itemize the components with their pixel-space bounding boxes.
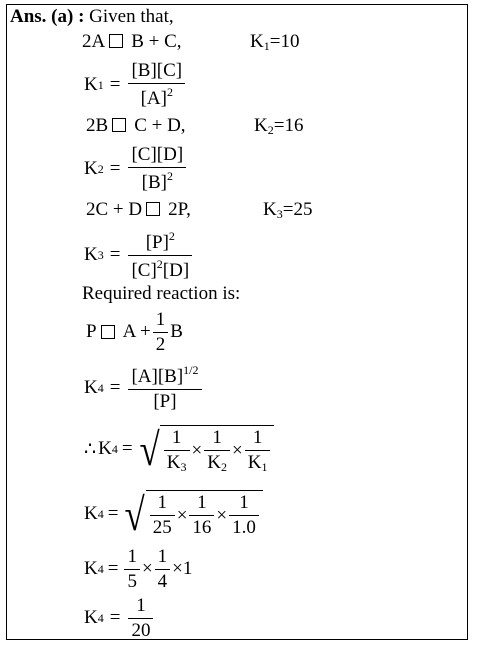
k4-numerator: $[A][B]^{1/2}$ [131, 363, 199, 388]
half-denominator: 2 [155, 333, 166, 355]
reaction-2 [86, 116, 186, 135]
header-line [10, 7, 174, 26]
reaction-3-lhs: 2C + D [86, 199, 143, 220]
inv-k2-fraction: $\frac{1}{K_2}$ [204, 428, 230, 474]
one-fourth-fraction: $\frac{1}{4}$ [155, 547, 171, 592]
equilibrium-arrow-icon [109, 34, 123, 48]
k4-numeric-lhs-sub: 4 [97, 506, 104, 521]
equilibrium-arrow-icon [112, 118, 126, 132]
k2-numerator: [C][D] [131, 144, 184, 166]
k1-lhs: K [84, 74, 98, 95]
k1-expression [84, 58, 187, 112]
k4-denominator: [P] [153, 391, 177, 412]
k4-simplified-lhs: K [84, 558, 98, 579]
one-over-25-fraction: $\frac{1}{25}$ [150, 493, 175, 538]
required-lhs: P [86, 321, 97, 342]
k2-lhs: K [84, 158, 98, 179]
equals-sign: = [109, 158, 121, 179]
final-numerator: 1 [136, 594, 146, 616]
k4-sqrt-lhs-sub: 4 [111, 441, 118, 456]
k3-fraction [128, 230, 192, 281]
reaction-3-k [263, 200, 312, 220]
one-over-16-fraction: $\frac{1}{16}$ [189, 493, 214, 538]
k1-lhs-sub: 1 [97, 77, 104, 92]
k3-denominator: $[C]^2[D]$ [131, 256, 190, 281]
one-fifth-fraction: $\frac{1}{5}$ [124, 547, 140, 592]
final-denominator: 20 [131, 619, 151, 641]
k2-lhs-sub: 2 [97, 161, 104, 176]
reaction-2-rhs: C + D, [134, 115, 186, 136]
k3-lhs: K [84, 244, 98, 265]
one-twentieth-fraction [128, 596, 153, 641]
k4-numeric-expression [84, 486, 263, 542]
k4-simplified-expression [84, 544, 192, 594]
k4-final-lhs-sub: 4 [97, 610, 104, 625]
k1-value: =10 [269, 31, 300, 52]
reaction-3 [86, 200, 191, 219]
times-sign: × [231, 439, 243, 461]
answer-box [6, 4, 468, 640]
equals-sign: = [109, 244, 121, 265]
half-fraction [153, 310, 169, 355]
k4-fraction [128, 364, 201, 412]
k3-lhs-sub: 3 [97, 247, 104, 262]
answer-label: Ans. (a) : [10, 6, 85, 27]
reaction-1 [82, 32, 182, 51]
equals-sign: = [121, 438, 133, 459]
k4-lhs: K [84, 377, 98, 398]
equals-sign: = [109, 74, 121, 95]
k1-denominator: $[A]^2$ [140, 85, 173, 109]
equilibrium-arrow-icon [101, 325, 115, 339]
k4-numeric-lhs: K [84, 503, 98, 524]
reaction-1-lhs: 2A [82, 31, 106, 52]
radical-sign-icon: √ [139, 424, 160, 476]
inv-k1-fraction: $\frac{1}{K_1}$ [245, 428, 271, 474]
k4-simplified-lhs-sub: 4 [97, 561, 104, 576]
equals-sign: = [107, 503, 119, 524]
equals-sign: = [109, 377, 121, 398]
equilibrium-arrow-icon [146, 202, 160, 216]
reaction-3-rhs: 2P, [168, 199, 191, 220]
radical-sign-icon: √ [124, 488, 146, 540]
k2-subscript: 2 [267, 123, 274, 137]
k2-denominator: $[B]^2$ [141, 169, 173, 193]
required-reaction [86, 306, 183, 358]
reaction-2-lhs: 2B [86, 115, 109, 136]
k4-sqrt-lhs: K [98, 438, 112, 459]
times-sign: × [191, 439, 203, 461]
k4-expression [84, 360, 204, 416]
required-rhs-b: B [170, 321, 183, 342]
times-one: ×1 [172, 558, 193, 579]
k2-expression [84, 142, 188, 196]
k4-lhs-sub: 4 [97, 380, 104, 395]
equals-sign: = [109, 607, 121, 628]
k2-value: =16 [273, 115, 304, 136]
k2-fraction [128, 145, 186, 193]
k3-subscript: 3 [276, 207, 283, 221]
times-sign: × [176, 504, 188, 526]
k1-fraction [128, 61, 185, 109]
k4-final-lhs: K [84, 607, 98, 628]
k1-subscript: 1 [263, 39, 270, 53]
times-sign: × [141, 558, 153, 579]
reaction-2-k [254, 116, 303, 136]
reaction-1-k [250, 32, 299, 52]
required-rhs-a: A + [122, 321, 151, 342]
reaction-1-rhs: B + C, [131, 31, 182, 52]
half-numerator: 1 [155, 308, 166, 330]
k1-symbol: K [250, 31, 264, 52]
k3-symbol: K [263, 199, 277, 220]
k3-numerator: $[P]^2$ [145, 228, 175, 253]
one-over-one-fraction: $\frac{1}{1.0}$ [229, 493, 259, 538]
required-reaction-label [82, 284, 240, 303]
k4-final-expression [84, 594, 155, 642]
required-text: Required reaction is: [82, 283, 241, 304]
square-root [137, 425, 275, 474]
k1-numerator: [B][C] [131, 60, 183, 82]
k4-sqrt-expression [84, 420, 274, 478]
therefore-symbol: ∴ [84, 438, 97, 460]
square-root [122, 490, 262, 538]
inv-k3-fraction: $\frac{1}{K_3}$ [164, 428, 190, 474]
times-sign: × [216, 504, 228, 526]
k3-expression [84, 226, 194, 284]
equals-sign: = [107, 558, 119, 579]
k2-symbol: K [254, 115, 268, 136]
k3-value: =25 [282, 199, 313, 220]
intro-text: Given that, [89, 6, 174, 27]
